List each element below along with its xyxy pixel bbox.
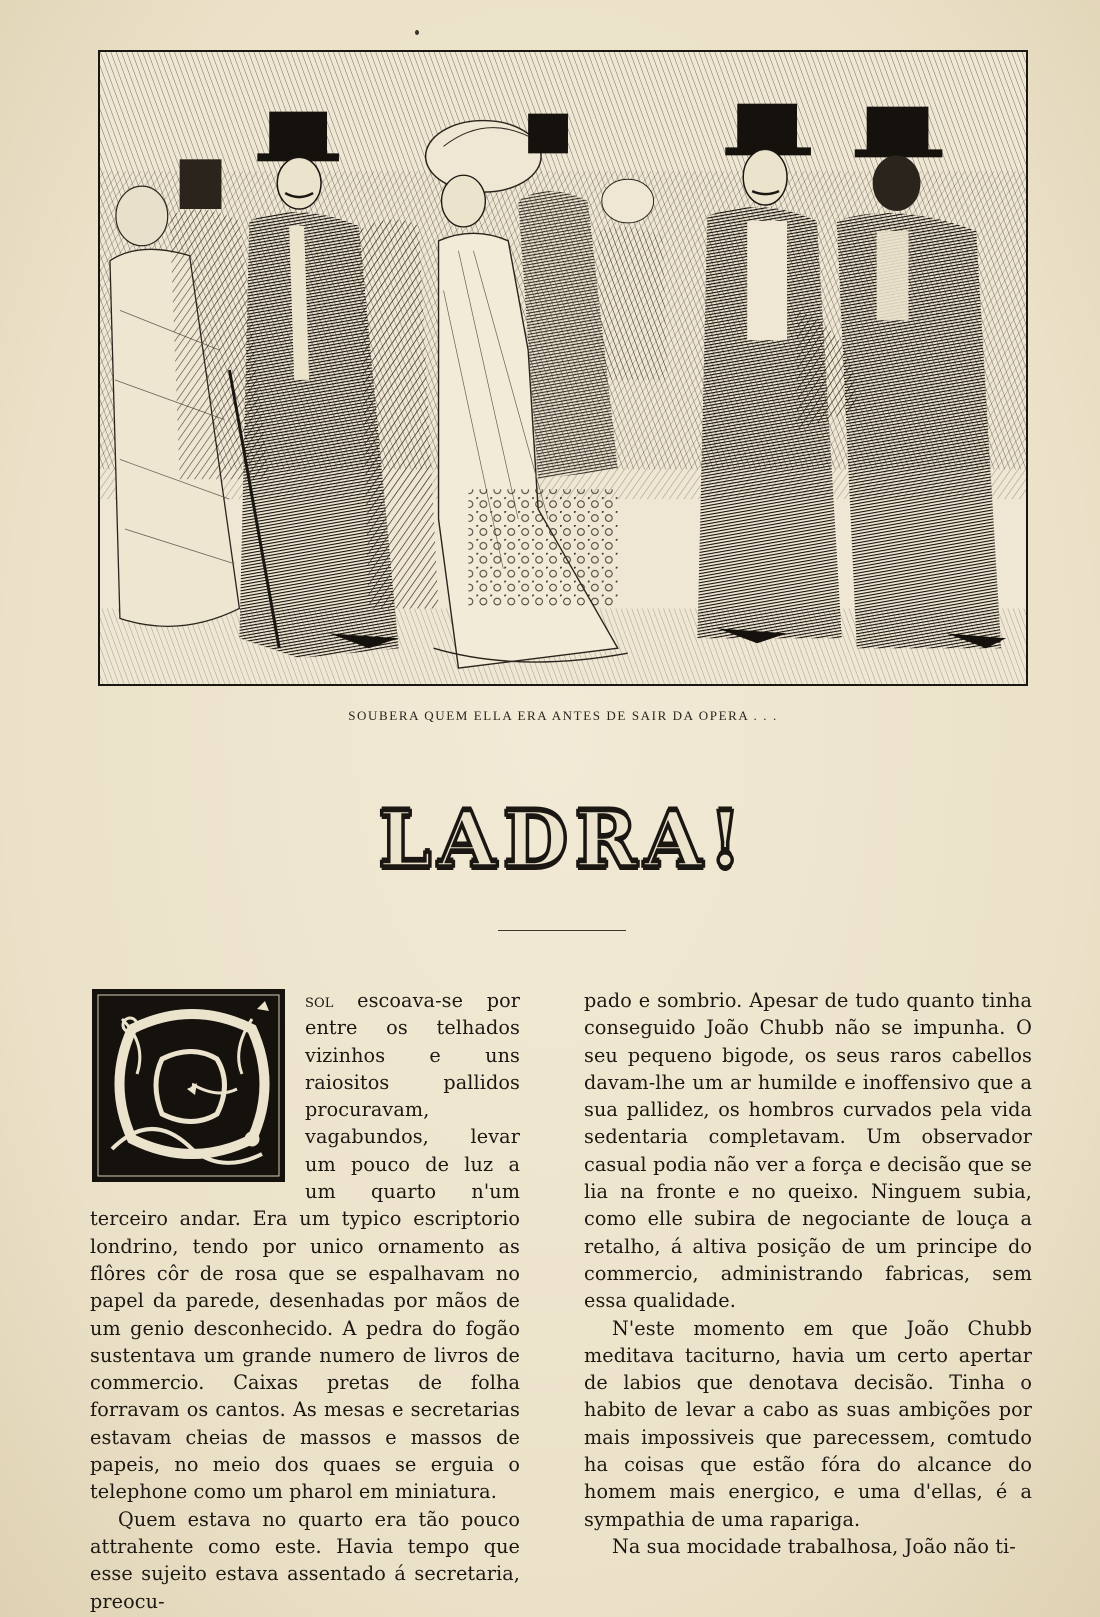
opera-crowd-engraving [98,50,1028,686]
paragraph-1: escoava-se por entre os telhados vizinhos e uns raiositos pallidos procuravam, vagabundos, levar um pouco de luz a um quarto n'um terceiro andar. Era um typico escriptorio londrino, tendo por unico ornamento as flôres côr de rosa que se espalhavam no papel da parede, desenhadas por mãos de um genio desconhecido. A pedra do fogão sustentava um grande numero de livros de commercio. Caixas pretas de folha forravam os cantos. As mesas e secretarias estavam cheias de massos e massos de papeis, no meio dos quaes se erguia o telephone como um pharol em miniatura. [90,989,520,1504]
text-column-right [584,987,1032,1560]
lead-in-word: sol [305,989,334,1012]
article-title: LADRA! [378,795,748,884]
ink-speck [415,30,419,35]
paragraph-5: Na sua mocidade trabalhosa, João não ti- [612,1534,1016,1558]
text-column-left [90,987,520,1615]
title-divider [498,930,626,931]
ornamental-dropcap-o [92,989,285,1182]
illustration-caption: SOUBERA QUEM ELLA ERA ANTES DE SAIR DA OPERA . . . [348,708,778,723]
paragraph-2: Quem estava no quarto era tão pouco attrahente como este. Havia tempo que esse sujeito estava assentado á secretaria, preocu- [90,1507,520,1613]
paragraph-3: pado e sombrio. Apesar de tudo quanto tinha conseguido João Chubb não se impunha. O seu pequeno bigode, os seus raros cabellos davam-lhe um ar humilde e inoffensivo que a sua pallidez, os hombros curvados pela vida sedentaria completavam. Um observador casual podia não ver a força e decisão que se lia na fronte e no queixo. Ninguem subia, como elle subira de negociante de louça a retalho, á altiva posição de um principe do commercio, administrando fabricas, sem essa qualidade. [584,989,1032,1313]
paragraph-4: N'este momento em que João Chubb meditava taciturno, havia um certo apertar de labios que denotava decisão. Tinha o habito de levar a cabo as suas ambições por mais impossiveis que parecessem, comtudo ha coisas que estão fóra do alcance do homem mais energico, e uma d'ellas, é a sympathia de uma rapariga. [584,1316,1032,1531]
dropcap-letter: O [184,1080,193,1091]
